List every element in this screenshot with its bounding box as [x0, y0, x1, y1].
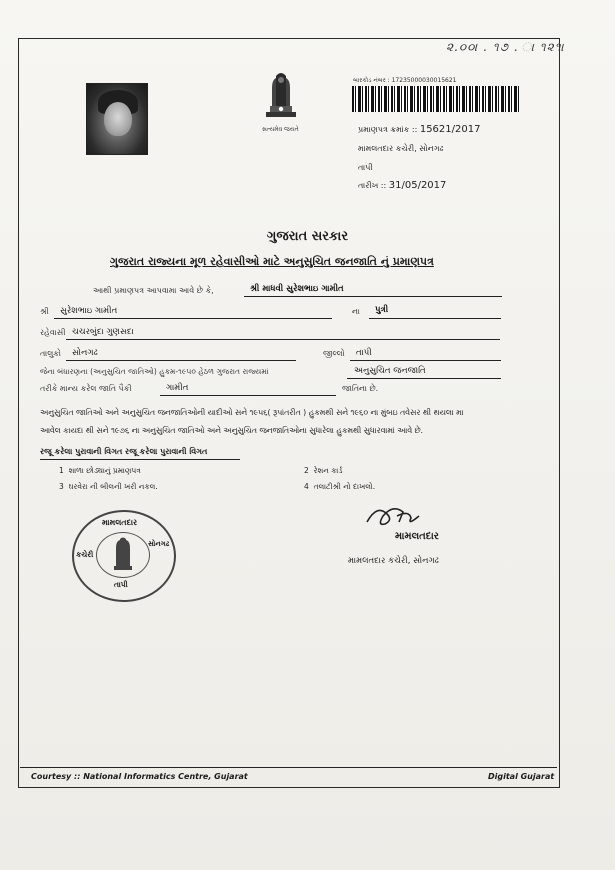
footer-digital-gujarat: Digital Gujarat: [488, 772, 555, 781]
barcode-label: બારકોડ નંબર: [353, 77, 386, 84]
notice-line-2: આવેલ કાયદા થી સને ૧૯૭૬ ના અનુસુચિત જાતિઓ અને અનુસુચિત જનજાતિઓના સુધારેલા હુકમથી સુધારવામાં આવે છે.: [40, 426, 424, 435]
barcode-number: બારકોડ નંબર : 17235000030015621: [353, 77, 457, 84]
order-text: જેના બંધારણના (અનુસુચિત જાતિઓ) હુકમ-૧૯૫૦ હેઠળ ગુજરાત રાજ્યમાં: [40, 367, 269, 376]
shri-label: શ્રી: [40, 307, 49, 316]
resident-value: ચચરબુંદા ગુણસદા: [72, 327, 134, 337]
document-4: 4 તલાટીશ્રી નો દાખલો.: [304, 482, 376, 491]
applicant-photo: [86, 83, 148, 155]
documents-heading: રજૂ કરેલા પુરાવાની વિગત રજૂ કરેલા પુરાવાની વિગત: [40, 447, 208, 456]
category-value: અનુસુચિત જનજાતિ: [354, 366, 426, 376]
stamp-emblem-icon: [112, 536, 134, 572]
stamp-text-top: મામલતદાર: [102, 518, 138, 527]
intro-text: આથી પ્રમાણપત્ર આપવામા આવે છે કે,: [93, 286, 214, 295]
issue-date: [358, 180, 446, 191]
official-stamp: [72, 510, 176, 602]
caste-value: ગામીત: [166, 383, 189, 393]
barcode-value: 17235000030015621: [391, 77, 457, 84]
document-3: 3 ઘરવેરા ની બીલની ખરી નકલ.: [59, 482, 158, 491]
certificate-title: ગુજરાત રાજ્યના મૂળ રહેવાસીઓ માટે અનુસુચિત જનજાતિ નું પ્રમાણપત્ર: [110, 255, 434, 268]
notice-line-1: અનુસુચિત જાતિઓ અને અનુસુચિત જનજાતિઓની યાદીઓ સને ૧૯૫૬( રૂપાંતરીત ) હુકમથી સને ૧૯૬૦ ના મુંબઇ તવેસર થી થયલા મા: [40, 408, 464, 417]
district-label: જીલ્લો: [323, 349, 345, 358]
document-2: 2 રેશન કાર્ડ: [304, 466, 343, 475]
document-1: 1 શાળા છોડ્યાનું પ્રમાણપત્ર: [59, 466, 141, 475]
issuing-office: મામલતદાર કચેરી, સોનગઢ: [358, 144, 444, 153]
footer-courtesy: Courtesy :: National Informatics Centre, Gujarat: [31, 772, 248, 781]
caste-suffix: જાતિના છે.: [342, 384, 379, 393]
cert-no-value: 15621/2017: [419, 124, 481, 135]
applicant-name: શ્રી માધવી સુરેશભાઇ ગામીત: [250, 284, 344, 294]
date-label: તારીખ ::: [358, 181, 387, 190]
cert-no-label: પ્રમાણપત્ર ક્રમાંક ::: [358, 125, 418, 134]
government-title: ગુજરાત સરકાર: [266, 229, 349, 244]
taluka-value: સોનગઢ: [72, 348, 98, 358]
recognized-label: તરીકે માન્ય કરેલ જાતિ પૈકી: [40, 384, 132, 393]
stamp-text-bottom: તાપી: [114, 580, 128, 589]
signatory-title: મામલતદાર: [395, 531, 439, 542]
date-value: 31/05/2017: [388, 180, 447, 191]
handwritten-note: ૨.૦૦ા . ૧૭ . ા ૧૨૧ા: [446, 40, 565, 54]
emblem-caption: સત્યમેવ જયતે: [262, 126, 299, 133]
issuing-district: તાપી: [358, 163, 373, 172]
father-name: સુરેશભાઇ ગામીત: [60, 306, 118, 316]
taluka-label: તાલુકો: [40, 349, 61, 358]
resident-label: રહેવાસી: [40, 328, 66, 337]
stamp-text-right: સોનગઢ: [148, 540, 170, 548]
relation-label: ના: [352, 307, 360, 316]
relation-value: પુત્રી: [375, 305, 389, 315]
district-value: તાપી: [356, 348, 372, 358]
national-emblem-icon: [262, 68, 300, 130]
certificate-number: [358, 124, 480, 135]
stamp-text-left: કચેરી: [76, 550, 94, 559]
signatory-office: મામલતદાર કચેરી, સોનગઢ: [348, 556, 439, 566]
barcode: [352, 86, 520, 112]
signature: [363, 500, 433, 530]
